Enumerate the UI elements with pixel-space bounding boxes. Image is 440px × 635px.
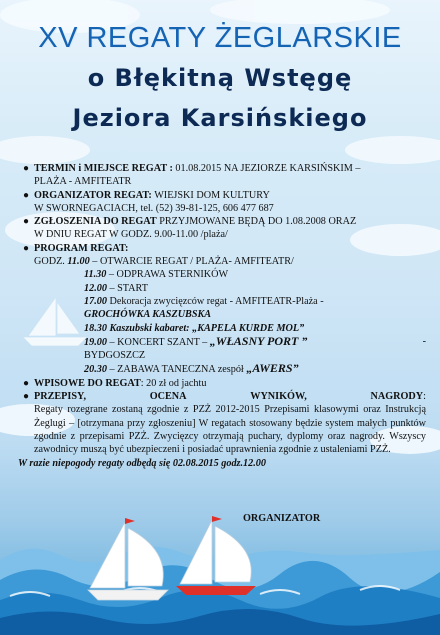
termin-text-1: 01.08.2015 NA JEZIORZE KARSIŃSKIM – [172,163,361,174]
list-item-zgloszenia [23,215,426,242]
organizer-signature: ORGANIZATOR [243,513,321,524]
wpisowe-label: WPISOWE DO REGAT [34,377,141,389]
zgloszenia-text-2: W DNIU REGAT W GODZ. 9.00-11.00 /plaża/ [34,229,228,241]
info-list [20,162,426,457]
bullet-icon: ● [23,163,30,174]
przepisy-heading [34,390,426,403]
program-text: GROCHÓWKA KASZUBSKA [84,309,212,321]
program-time: 11.00 [67,256,90,268]
przepisy-label-d: NAGRODY [370,391,424,403]
title-line-2: o Błękitną Wstęgę [87,64,353,92]
announcement-body [20,162,426,470]
list-item-program [23,242,426,377]
program-row-2 [34,282,426,295]
list-item-przepisy [23,390,426,456]
list-item-termin [23,162,426,189]
przepisy-label-c: WYNIKÓW, [250,391,307,403]
program-text: Kaszubski kabaret: „KAPELA KURDE MOL” [106,322,305,334]
list-item-organizator [23,189,426,216]
title-line-3: Jeziora Karsińskiego [72,104,368,132]
program-godz: GODZ. [34,256,68,268]
program-text: – ZABAWA TANECZNA zespół [106,364,247,376]
przepisy-body: Regaty rozegrane zostaną zgodnie z PZŻ 2012-2015 Przepisami klasowymi oraz Instrukcją Żeglugi – [otrzymana przy zgłoszeniu] W regatach stosowany będzie system małych punktów zgodnie z przepisami PZŻ. Zwycięzcy otrzymają puchary, dyplomy oraz nagrody. Wszyscy zawodnicy muszą być ubezpieczeni i posiadać uprawnienia zgodnie z ustaleniami PZŻ. [34,404,426,456]
program-text: – OTWARCIE REGAT / PLAŻA- AMFITEATR/ [89,256,294,268]
program-time: 12.00 [84,282,107,294]
rain-notice: W razie niepogody regaty odbędą się 02.08.2015 godz.12.00 [18,457,266,469]
program-row-8 [34,362,426,376]
wpisowe-text: : 20 zł od jachtu [140,377,207,389]
program-time: 20.30 [84,364,107,376]
bullet-icon: ● [23,242,30,254]
przepisy-label-b: OCENA [149,391,187,403]
program-row-5 [34,322,426,335]
program-time: 18.30 [84,322,107,334]
program-text: BYDGOSZCZ [84,350,146,362]
program-time: 19.00 [84,336,107,348]
program-text: – KONCERT SZANT – [106,336,210,348]
program-time: 17.00 [84,295,107,307]
program-row-1 [34,268,426,281]
title-line-1: XV REGATY ŻEGLARSKIE [38,22,402,54]
organizator-text-2: W SWORNEGACIACH, tel. (52) 39-81-125, 606 477 687 [34,202,274,214]
program-schedule [34,255,426,377]
list-item-wpisowe [23,377,426,390]
termin-text-2: PLAŻA - AMFITEATR [34,176,132,188]
program-row-0 [34,255,426,268]
bullet-icon: ● [23,377,30,389]
program-text: – ODPRAWA STERNIKÓW [106,269,229,281]
organizator-label: ORGANIZATOR REGAT: [34,189,152,201]
program-band: „AWERS” [246,361,299,376]
program-dash: - [422,335,426,347]
zgloszenia-label: ZGŁOSZENIA DO REGAT [34,216,157,228]
bullet-icon: ● [23,216,30,228]
program-label: PROGRAM REGAT: [34,242,129,254]
program-row-7 [34,349,426,362]
przepisy-label-a: PRZEPISY, [34,391,86,403]
program-row-4 [34,308,426,321]
organizator-text-1: WIEJSKI DOM KULTURY [151,189,270,201]
program-band: „WŁASNY PORT ” [209,333,308,348]
termin-label: TERMIN i MIEJSCE REGAT : [34,163,173,174]
bullet-icon: ● [23,189,30,201]
program-text: – START [106,282,148,294]
program-time: 11.30 [84,269,107,281]
program-text: Dekoracja zwycięzców regat - AMFITEATR-Plaża - [106,295,324,307]
program-row-6 [34,335,426,349]
przepisy-colon: : [423,391,426,403]
program-row-3 [34,295,426,308]
bullet-icon: ● [23,391,30,403]
zgloszenia-text-1: PRZYJMOWANE BĘDĄ DO 1.08.2008 ORAZ [156,216,357,228]
